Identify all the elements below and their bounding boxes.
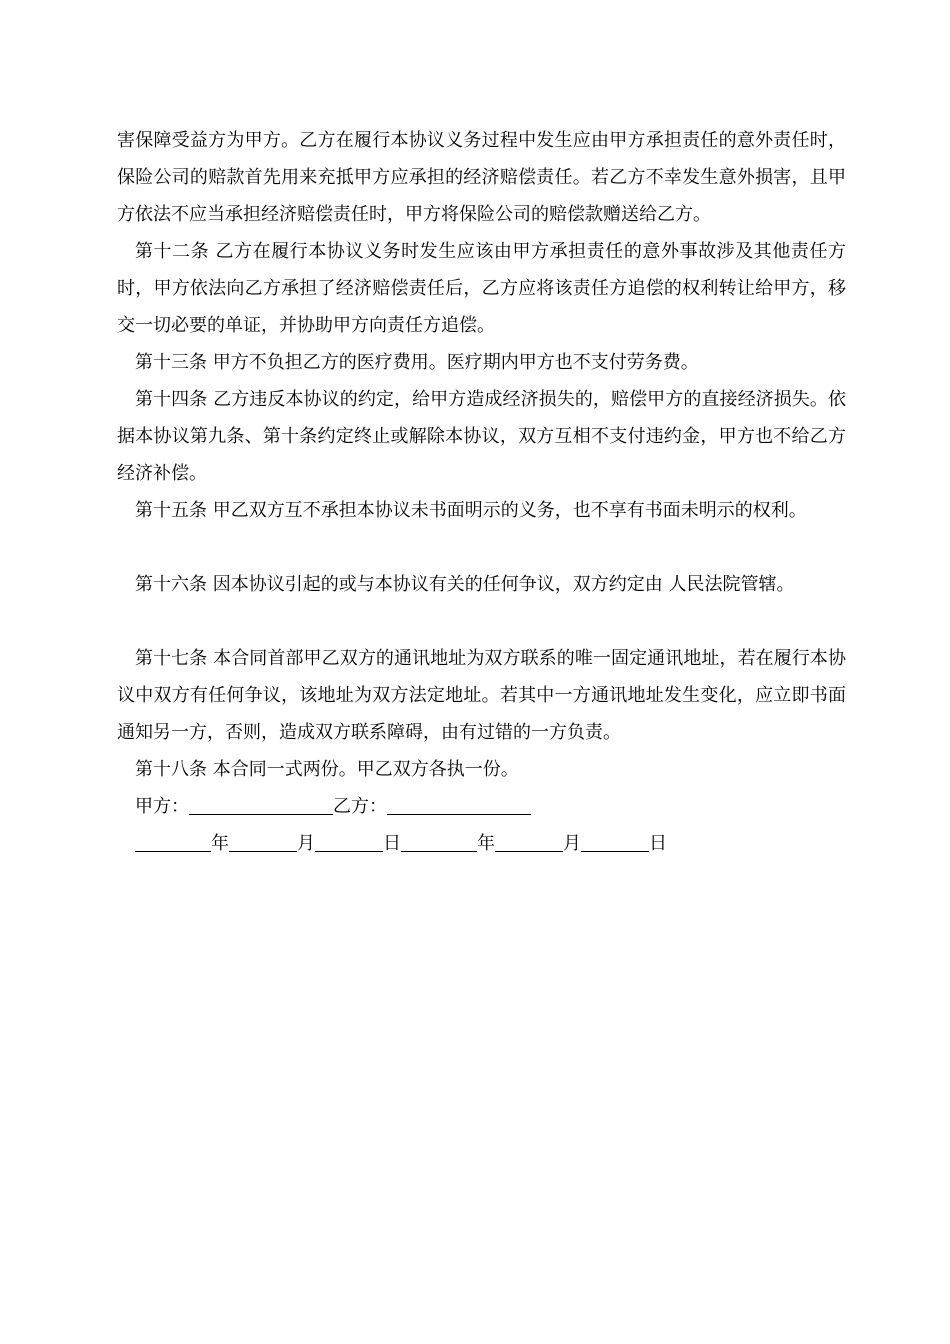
party-b-day-blank [581, 850, 649, 852]
party-a-day-label: 日 [383, 833, 401, 854]
party-a-month-label: 月 [297, 833, 315, 854]
article-18: 第十八条 本合同一式两份。甲乙双方各执一份。 [135, 759, 519, 780]
paragraph-insurance-continued: 害保障受益方为甲方。乙方在履行本协议义务过程中发生应由甲方承担责任的意外责任时，保险公司的赔款首先用来充抵甲方应承担的经济赔偿责任。若乙方不幸发生意外损害，且甲方依法不应当承担经济赔偿责任时，甲方将保险公司的赔偿款赠送给乙方。 [117, 130, 846, 225]
article-13: 第十三条 甲方不负担乙方的医疗费用。医疗期内甲方也不支付劳务费。 [135, 352, 699, 373]
party-b-month-blank [495, 850, 563, 852]
party-a-month-blank [229, 850, 297, 852]
party-b-year-label: 年 [477, 833, 495, 854]
article-15: 第十五条 甲乙双方互不承担本协议未书面明示的义务，也不享有书面未明示的权利。 [135, 500, 807, 521]
article-17: 第十七条 本合同首部甲乙双方的通讯地址为双方联系的唯一固定通讯地址，若在履行本协议中双方有任何争议，该地址为双方法定地址。若其中一方通讯地址发生变化，应立即书面通知另一方，否则，造成双方联系障碍，由有过错的一方负责。 [117, 648, 846, 743]
party-b-month-label: 月 [563, 833, 581, 854]
signature-line [117, 788, 846, 825]
contract-page [117, 122, 846, 862]
party-b-label: 乙方： [333, 796, 387, 817]
party-a-day-blank [315, 850, 383, 852]
article-16: 第十六条 因本协议引起的或与本协议有关的任何争议，双方约定由 人民法院管辖。 [135, 574, 795, 595]
party-a-year-blank [135, 850, 211, 852]
article-14: 第十四条 乙方违反本协议的约定，给甲方造成经济损失的，赔偿甲方的直接经济损失。依据本协议第九条、第十条约定终止或解除本协议，双方互相不支付违约金，甲方也不给乙方经济补偿。 [117, 389, 846, 484]
party-b-year-blank [401, 850, 477, 852]
date-line [117, 825, 846, 862]
party-a-label: 甲方： [135, 796, 189, 817]
party-b-day-label: 日 [649, 833, 667, 854]
party-b-blank [387, 813, 531, 815]
party-a-blank [189, 813, 333, 815]
article-12: 第十二条 乙方在履行本协议义务时发生应该由甲方承担责任的意外事故涉及其他责任方时，甲方依法向乙方承担了经济赔偿责任后，乙方应将该责任方追偿的权利转让给甲方，移交一切必要的单证，并协助甲方向责任方追偿。 [117, 241, 846, 336]
party-a-year-label: 年 [211, 833, 229, 854]
